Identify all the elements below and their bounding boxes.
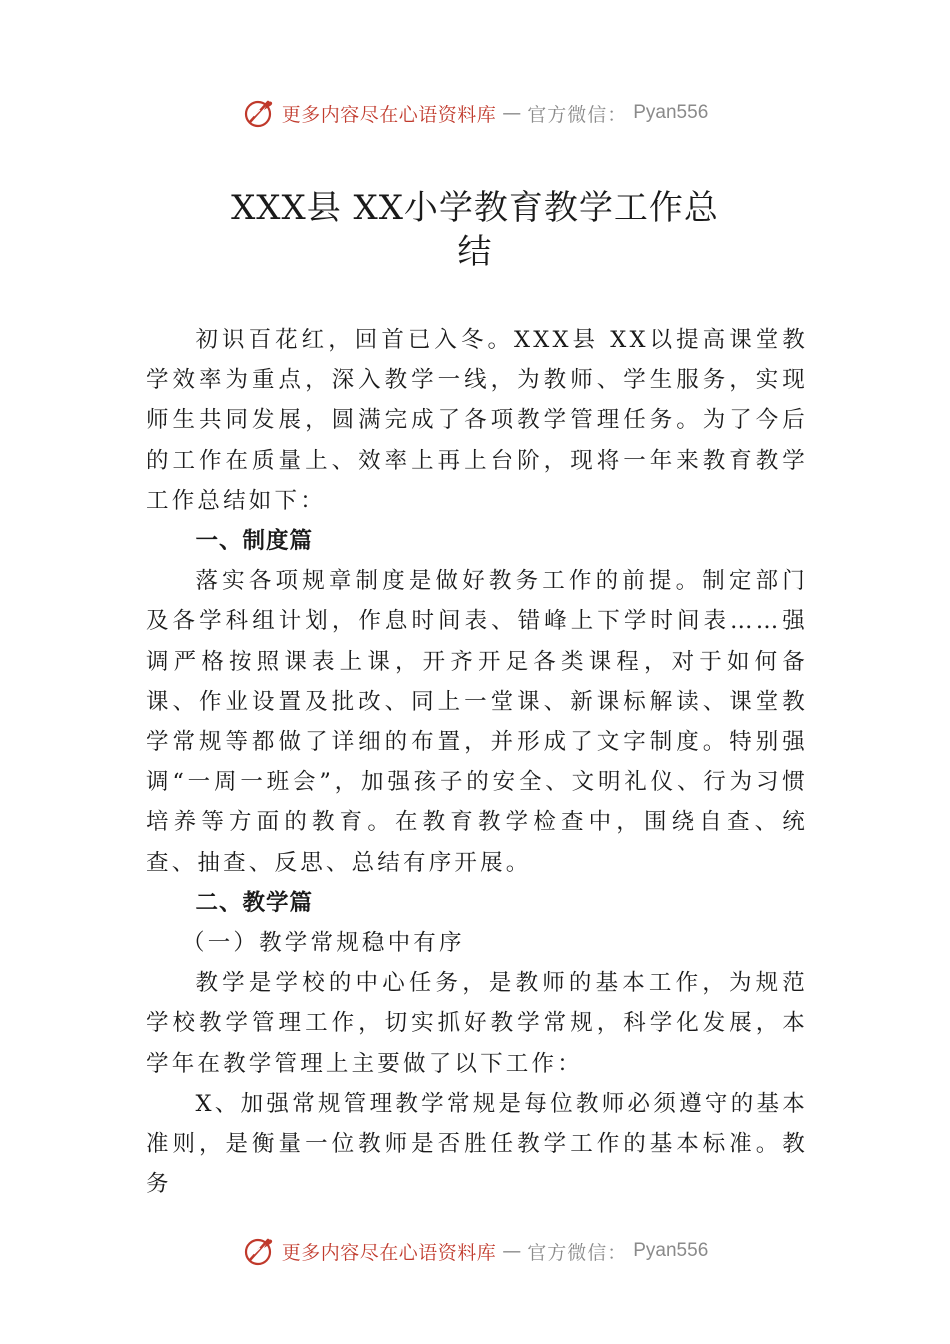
quill-logo-icon [242, 1234, 276, 1268]
section-heading-teaching: 二、教学篇 [195, 889, 314, 916]
banner-dash: — [502, 102, 522, 124]
banner-slogan: 更多内容尽在心语资料库 [281, 1241, 497, 1264]
banner-slogan: 更多内容尽在心语资料库 [281, 103, 497, 126]
banner-contact-id: Pyan556 [633, 1240, 709, 1261]
banner-contact-label: 官方微信： [527, 103, 628, 126]
document-title [150, 186, 800, 274]
paragraph-teaching: 教学是学校的中心任务，是教师的基本工作，为规范学校教学管理工作，切实抓好教学常规，科学化发展，本学年在教学管理上主要做了以下工作： [146, 970, 808, 1077]
quill-logo-icon [242, 96, 276, 130]
banner-contact-label: 官方微信： [527, 1241, 628, 1264]
banner-dash: — [502, 1240, 522, 1262]
section-heading-system: 一、制度篇 [195, 528, 314, 555]
title-line-1: XXX县 XX小学教育教学工作总 [231, 188, 719, 228]
watermark-banner-bottom [0, 1234, 950, 1268]
watermark-banner-top [0, 96, 950, 130]
subsection-heading-routine: （一）教学常规稳中有序 [182, 930, 465, 957]
paragraph-intro: 初识百花红，回首已入冬。XXX县 XX以提高课堂教学效率为重点，深入教学一线，为教师、学生服务，实现师生共同发展，圆满完成了各项教学管理任务。为了今后的工作在质量上、效率上再上台阶，现将一年来教育教学工作总结如下： [146, 327, 808, 514]
paragraph-system: 落实各项规章制度是做好教务工作的前提。制定部门及各学科组计划，作息时间表、错峰上下学时间表……强调严格按照课表上课，开齐开足各类课程，对于如何备课、作业设置及批改、同上一堂课、新课标解读、课堂教学常规等都做了详细的布置，并形成了文字制度。特别强调“一周一班会”，加强孩子的安全、文明礼仪、行为习惯培养等方面的教育。在教育教学检查中，围绕自查、统查、抽查、反思、总结有序开展。 [146, 568, 808, 876]
banner-contact-id: Pyan556 [633, 102, 709, 123]
document-body [146, 320, 808, 1204]
title-line-2: 结 [457, 232, 493, 272]
paragraph-routine-management: X、加强常规管理教学常规是每位教师必须遵守的基本准则，是衡量一位教师是否胜任教学工作的基本标准。教务 [146, 1090, 808, 1198]
